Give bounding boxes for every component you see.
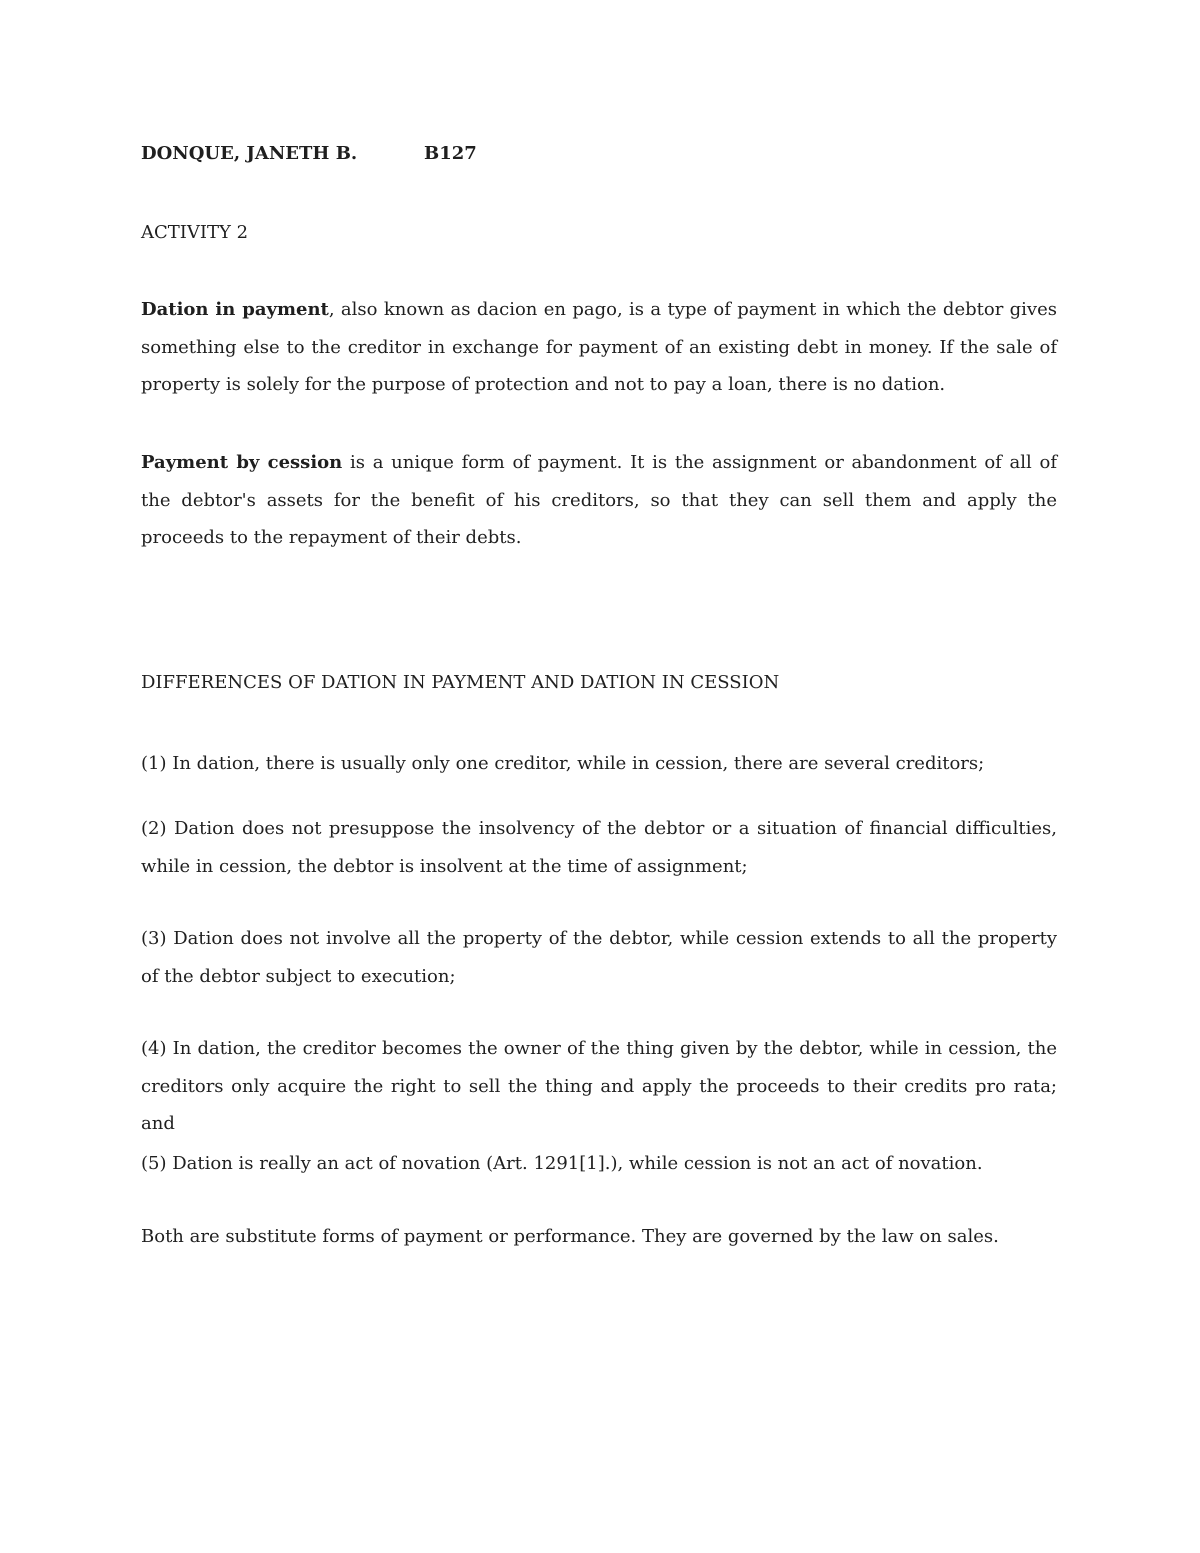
payment-by-cession-paragraph: [141, 444, 1057, 557]
closing-statement: Both are substitute forms of payment or performance. They are governed by the law on sales.: [141, 1226, 999, 1247]
differences-heading: DIFFERENCES OF DATION IN PAYMENT AND DATION IN CESSION: [141, 672, 780, 693]
dation-in-payment-term: Dation in payment: [141, 299, 329, 320]
activity-title: ACTIVITY 2: [141, 222, 249, 243]
difference-item-3: (3) Dation does not involve all the property of the debtor, while cession extends to all the property of the debtor subject to execution;: [141, 928, 1057, 987]
payment-by-cession-term: Payment by cession: [141, 452, 343, 473]
payment-by-cession-text: is a unique form of payment. It is the assignment or abandonment of all of the debtor's assets for the benefit of his creditors, so that they can sell them and apply the proceeds to the repayment of their debts.: [141, 452, 1058, 548]
difference-item-2: (2) Dation does not presuppose the insolvency of the debtor or a situation of financial difficulties, while in cession, the debtor is insolvent at the time of assignment;: [141, 818, 1057, 877]
section-code: B127: [424, 143, 477, 164]
student-name: DONQUE, JANETH B.: [141, 143, 358, 164]
difference-item-5: (5) Dation is really an act of novation (Art. 1291[1].), while cession is not an act of novation.: [141, 1153, 983, 1174]
difference-item-4: (4) In dation, the creditor becomes the owner of the thing given by the debtor, while in cession, the creditors only acquire the right to sell the thing and apply the proceeds to their credits pro rata; and: [141, 1038, 1057, 1134]
dation-in-payment-paragraph: [141, 291, 1057, 404]
difference-item-1: (1) In dation, there is usually only one creditor, while in cession, there are several creditors;: [141, 753, 985, 774]
dation-in-payment-text: , also known as dacion en pago, is a type of payment in which the debtor gives something else to the creditor in exchange for payment of an existing debt in money. If the sale of property is solely for the purpose of protection and not to pay a loan, there is no dation.: [141, 299, 1057, 395]
